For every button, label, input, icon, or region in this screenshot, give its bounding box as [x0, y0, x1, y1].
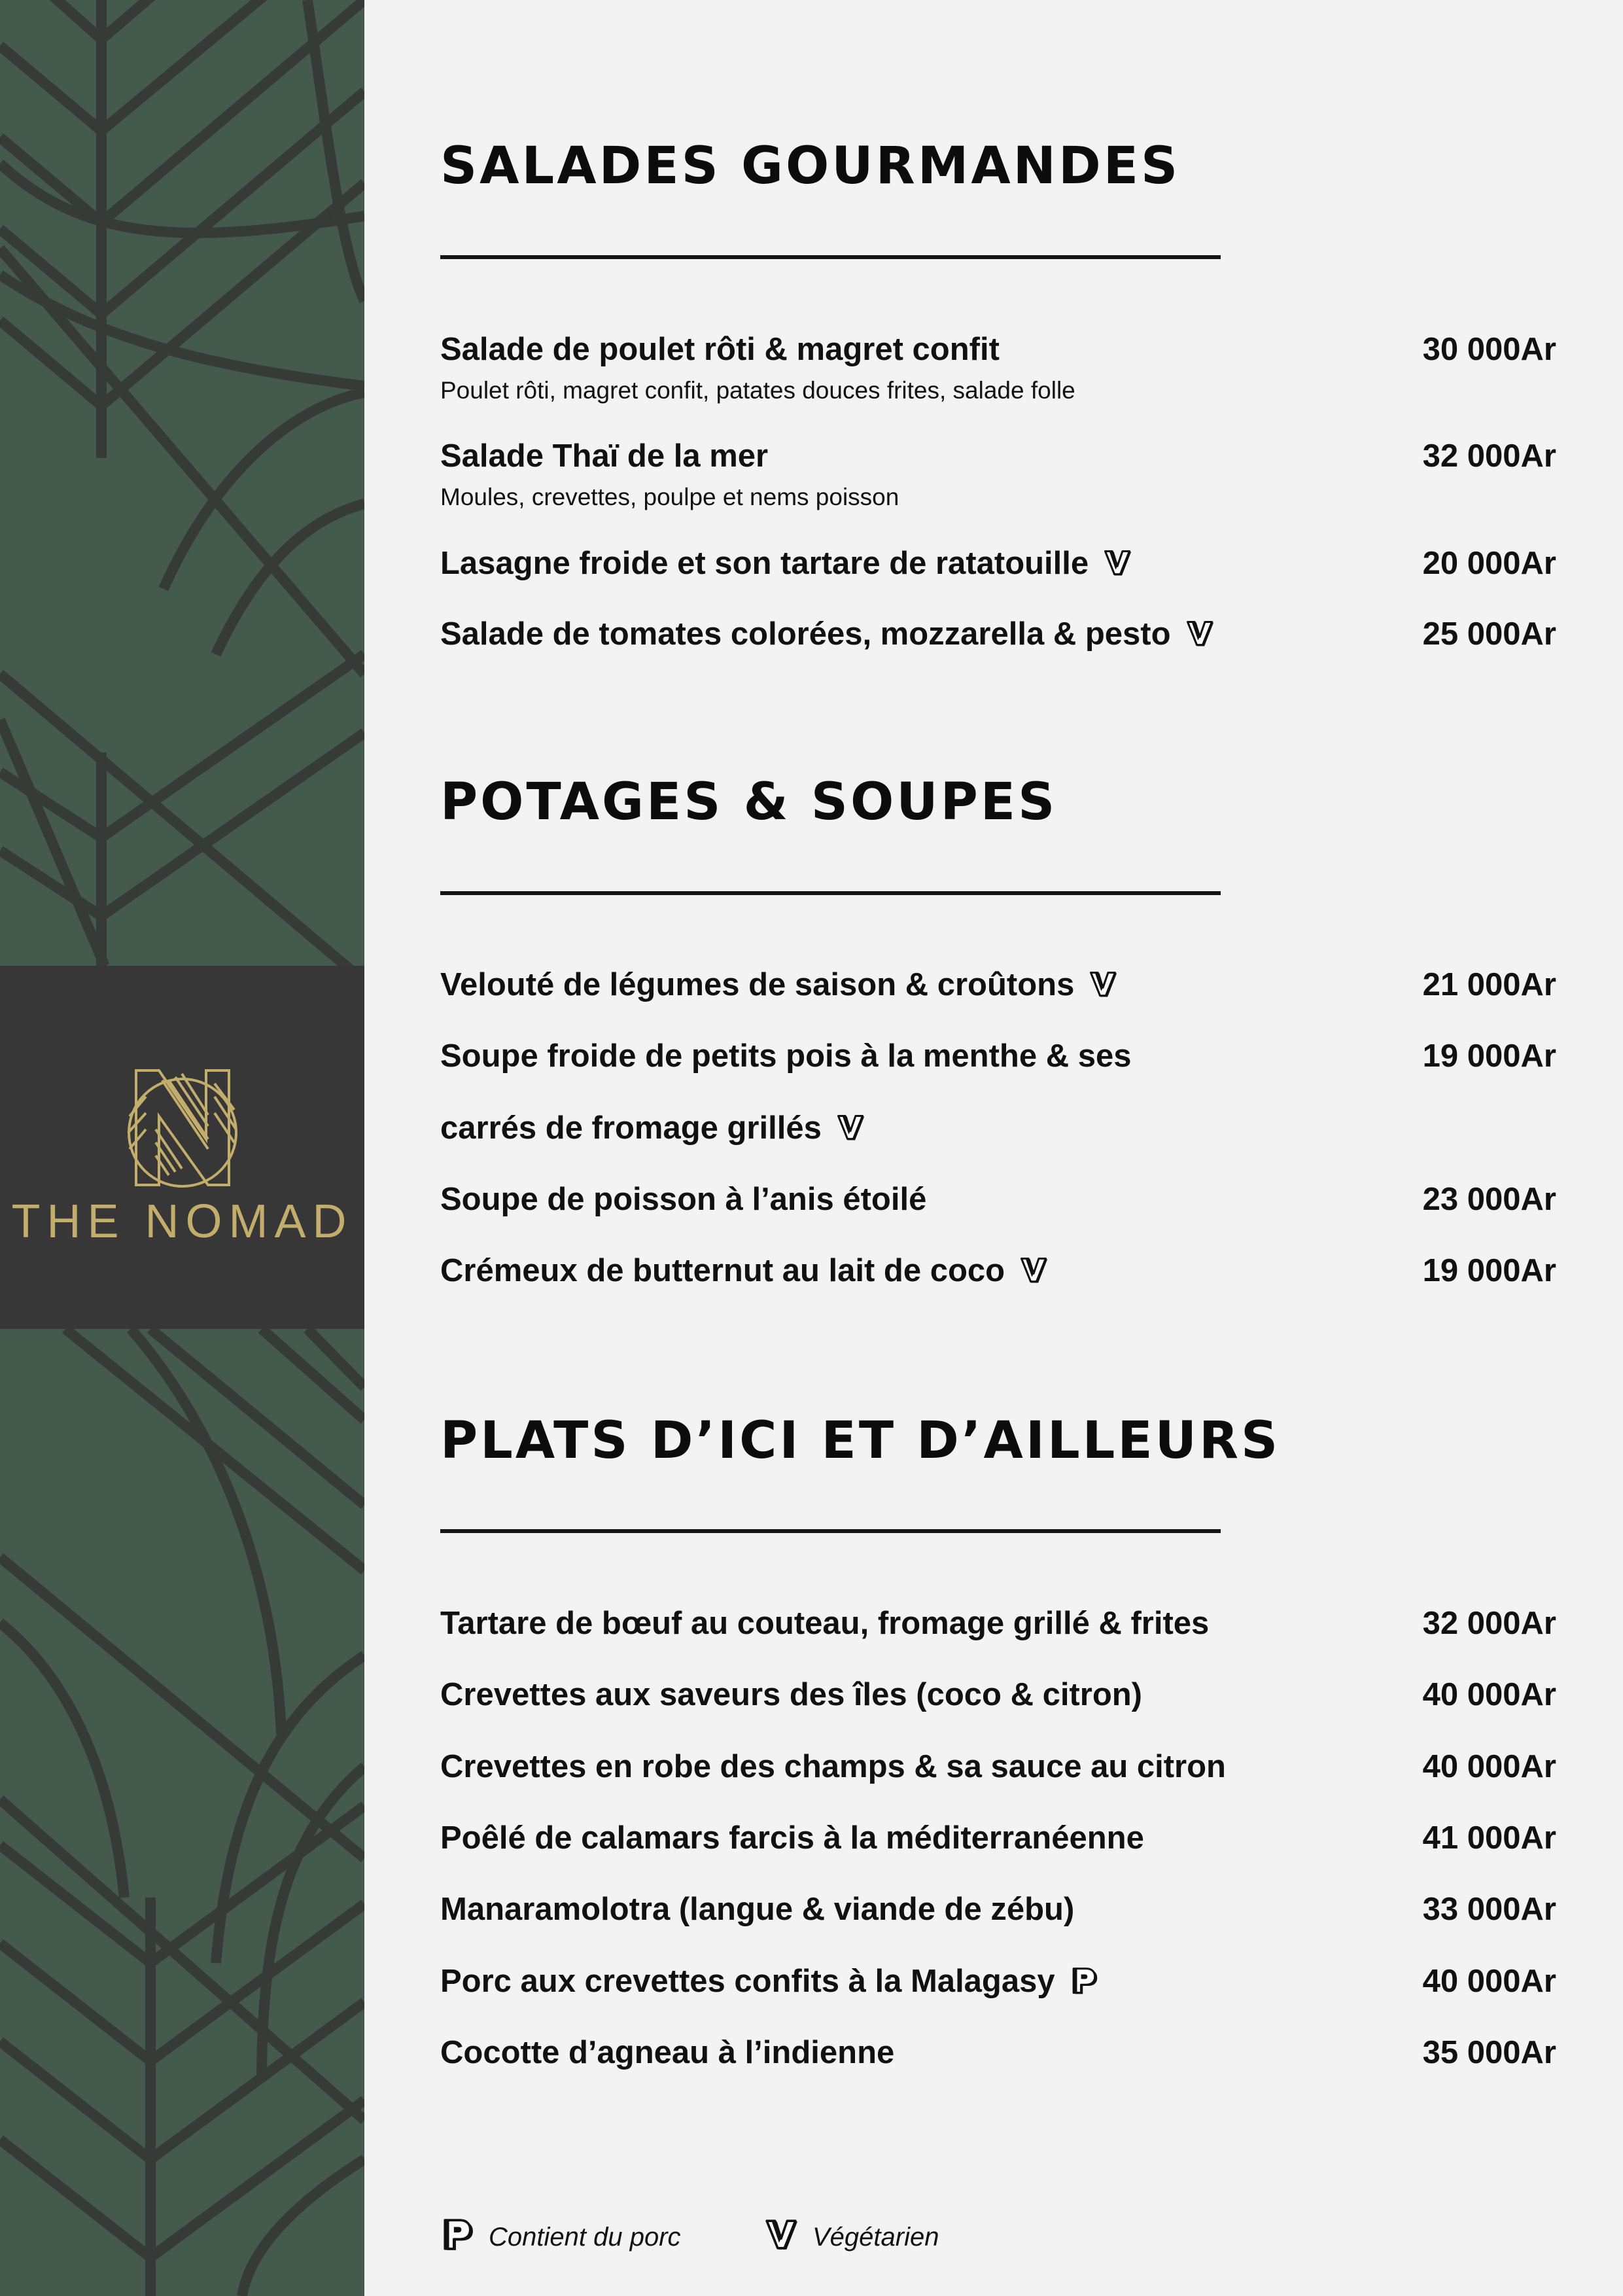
dish-price: 19 000Ar [1422, 1253, 1556, 1288]
dish-name: Salade de tomates colorées, mozzarella & pesto [440, 616, 1171, 652]
legend-label: Contient du porc [489, 2223, 681, 2252]
menu-item [440, 330, 1556, 409]
menu-item [440, 2034, 1556, 2112]
dish-name: Crevettes en robe des champs & sa sauce au citron [440, 1749, 1226, 1784]
dish-price: 20 000Ar [1422, 546, 1556, 581]
menu-item [440, 1676, 1556, 1754]
menu-item [440, 1890, 1556, 1969]
dish-name: Porc aux crevettes confits à la Malagasy [440, 1964, 1055, 1999]
dish-name: Poêlé de calamars farcis à la méditerranéenne [440, 1820, 1144, 1856]
menu-item [440, 1604, 1556, 1683]
vegetarian-icon [764, 2218, 798, 2252]
menu-item [440, 544, 1556, 623]
dish-price: 35 000Ar [1422, 2035, 1556, 2070]
dish-name: Salade de poulet rôti & magret confit [440, 332, 1000, 367]
section-divider [440, 891, 1221, 895]
dish-name: Cocotte d’agneau à l’indienne [440, 2035, 895, 2070]
dish-price: 40 000Ar [1422, 1677, 1556, 1712]
dish-price: 41 000Ar [1422, 1820, 1556, 1856]
dish-name-row [440, 1962, 1098, 2001]
menu-item [440, 1180, 1556, 1259]
legend-item-vegetarian [764, 2218, 939, 2264]
dish-name: Soupe froide de petits pois à la menthe & ses [440, 1038, 1132, 1074]
dish-description: Moules, crevettes, poulpe et nems poisson [440, 484, 899, 510]
legend-label: Végétarien [812, 2223, 939, 2252]
dish-price: 40 000Ar [1422, 1749, 1556, 1784]
vegetarian-icon [1089, 970, 1117, 999]
menu-item [440, 1819, 1556, 1898]
dish-description: Poulet rôti, magret confit, patates douces frites, salade folle [440, 377, 1075, 404]
pork-icon [1070, 1967, 1098, 1996]
dish-price: 32 000Ar [1422, 1606, 1556, 1641]
section-divider [440, 1529, 1221, 1533]
vegetarian-icon [1185, 620, 1214, 648]
dish-name: Tartare de bœuf au couteau, fromage grillé & frites [440, 1606, 1210, 1641]
menu-item [440, 1109, 1556, 1188]
brand-name: THE NOMAD [11, 1195, 353, 1248]
section-title-plats: PLATS D’ICI ET D’AILLEURS [440, 1411, 1281, 1470]
dish-name: Soupe de poisson à l’anis étoilé [440, 1182, 927, 1217]
legend [440, 2218, 1225, 2270]
dish-name: Manaramolotra (langue & viande de zébu) [440, 1892, 1075, 1927]
dish-name: Crémeux de butternut au lait de coco [440, 1253, 1005, 1288]
dish-name-row [440, 615, 1214, 654]
section-title-salades: SALADES GOURMANDES [440, 137, 1181, 196]
legend-item-pork [440, 2218, 681, 2264]
dish-price: 32 000Ar [1422, 438, 1556, 474]
dish-name-row [440, 544, 1132, 583]
menu-item [440, 966, 1556, 1044]
dish-name: Velouté de légumes de saison & croûtons [440, 967, 1075, 1002]
vegetarian-icon [836, 1114, 865, 1142]
vegetarian-icon [1019, 1256, 1048, 1285]
vegetarian-icon [1103, 549, 1132, 578]
menu-item [440, 1252, 1556, 1330]
dish-name: carrés de fromage grillés [440, 1110, 822, 1146]
dish-price: 23 000Ar [1422, 1182, 1556, 1217]
dish-name: Crevettes aux saveurs des îles (coco & citron) [440, 1677, 1142, 1712]
dish-price: 21 000Ar [1422, 967, 1556, 1002]
dish-name-row [440, 1252, 1048, 1290]
menu-item [440, 1037, 1556, 1116]
section-divider [440, 255, 1221, 259]
dish-price: 30 000Ar [1422, 332, 1556, 367]
dish-price: 25 000Ar [1422, 616, 1556, 652]
menu-item [440, 1962, 1556, 2041]
dish-name: Lasagne froide et son tartare de ratatouille [440, 546, 1089, 581]
dish-price: 40 000Ar [1422, 1964, 1556, 1999]
menu-item [440, 437, 1556, 516]
section-title-potages: POTAGES & SOUPES [440, 773, 1058, 832]
dish-price: 33 000Ar [1422, 1892, 1556, 1927]
dish-price: 19 000Ar [1422, 1038, 1556, 1074]
menu-item [440, 1748, 1556, 1826]
pork-icon [440, 2218, 474, 2252]
dish-name-row [440, 1109, 865, 1148]
dish-name-row [440, 966, 1117, 1004]
menu-item [440, 615, 1556, 694]
dish-name: Salade Thaï de la mer [440, 438, 769, 474]
